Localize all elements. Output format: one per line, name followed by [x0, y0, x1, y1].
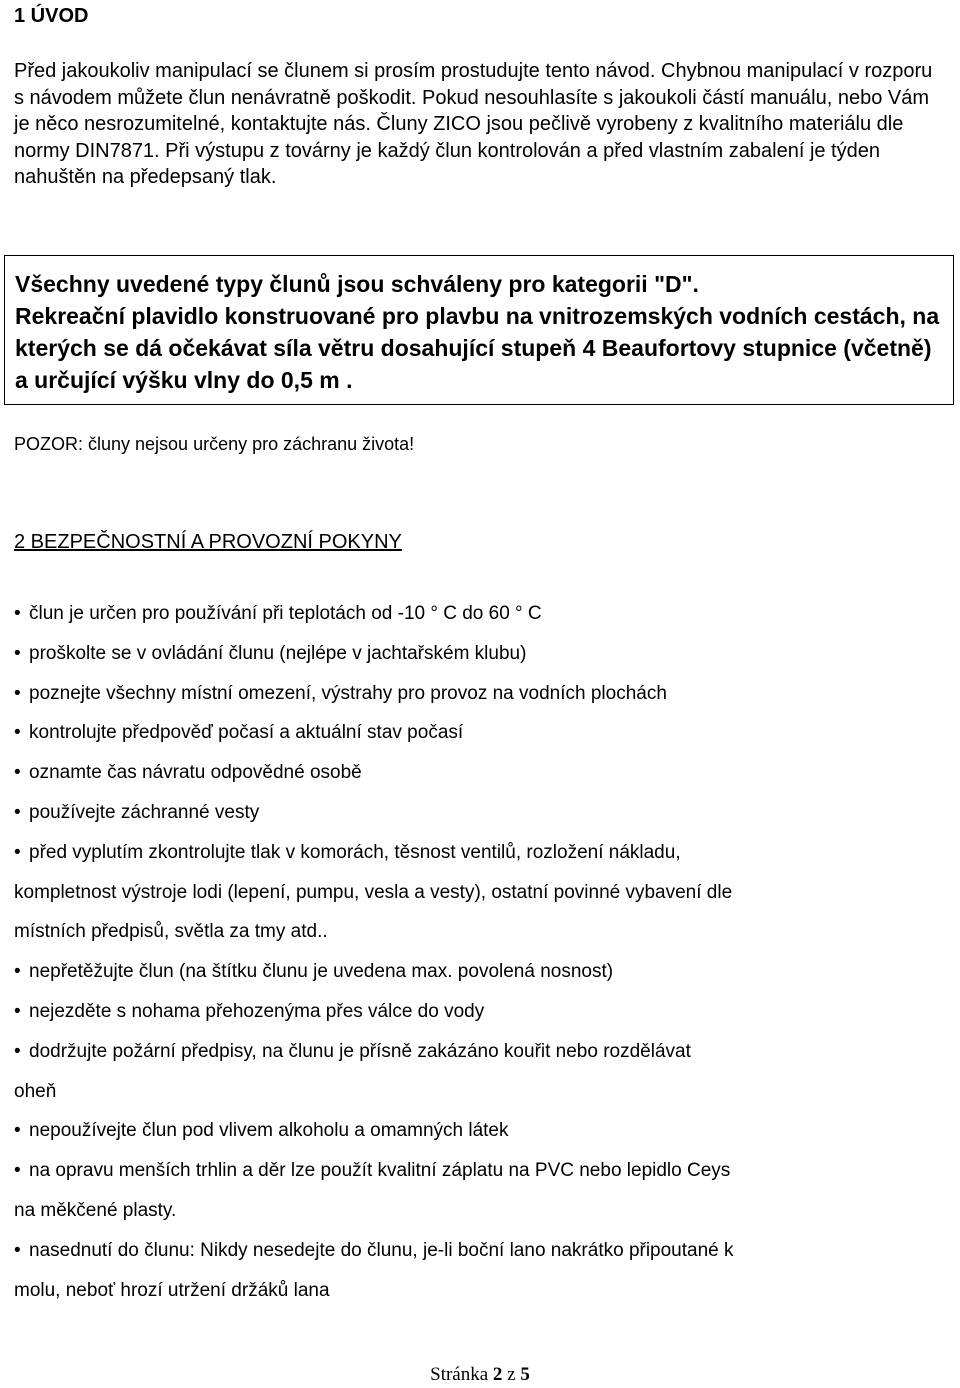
page-footer [0, 1364, 960, 1386]
list-item [14, 1231, 934, 1271]
bullet-icon: • [14, 841, 21, 863]
list-item-text: oheň [14, 1080, 57, 1102]
list-item [14, 1032, 934, 1072]
bullet-icon: • [14, 1239, 21, 1261]
list-item-text: nejezděte s nohama přehozenýma přes válce do vody [29, 1000, 485, 1022]
section-title-intro: 1 ÚVOD [14, 5, 89, 27]
list-item [14, 713, 934, 753]
list-item-continuation [14, 1271, 934, 1311]
list-item-continuation [14, 912, 934, 952]
page-separator: z [507, 1364, 516, 1385]
category-description: Rekreační plavidlo konstruované pro plavbu na vnitrozemských vodních cestách, na kterých se dá očekávat síla větru dosahující stupeň 4 Beaufortovy stupnice (včetně) a určující výšku vlny do 0,5 m . [15, 303, 940, 393]
bullet-icon: • [14, 801, 21, 823]
bullet-icon: • [14, 642, 21, 664]
section-title-safety: 2 BEZPEČNOSTNÍ A PROVOZNÍ POKYNY [14, 531, 402, 553]
bullet-icon: • [14, 603, 21, 624]
list-item [14, 1111, 934, 1151]
list-item [14, 992, 934, 1032]
list-item [14, 753, 934, 793]
list-item-text: člun je určen pro používání při teplotách od -10 ° C do 60 ° C [29, 603, 542, 624]
category-info-box [4, 255, 954, 405]
current-page-number: 2 [492, 1364, 503, 1385]
warning-text: POZOR: čluny nejsou určeny pro záchranu života! [14, 434, 415, 454]
bullet-icon: • [14, 961, 21, 983]
category-heading: Všechny uvedené typy člunů jsou schváleny pro kategorii "D". [15, 271, 699, 297]
safety-instructions-list [14, 594, 934, 1310]
bullet-icon: • [14, 1000, 21, 1022]
list-item [14, 793, 934, 833]
list-item-text: kompletnost výstroje lodi (lepení, pumpu, vesla a vesty), ostatní povinné vybavení dle [14, 881, 733, 903]
list-item [14, 634, 934, 674]
list-item [14, 952, 934, 992]
list-item-continuation [14, 1191, 934, 1231]
list-item-continuation [14, 1072, 934, 1112]
list-item [14, 833, 934, 873]
list-item-text: nepoužívejte člun pod vlivem alkoholu a omamných látek [29, 1120, 509, 1142]
bullet-icon: • [14, 1040, 21, 1062]
list-item-text: používejte záchranné vesty [29, 801, 260, 823]
bullet-icon: • [14, 722, 21, 744]
list-item-text: před vyplutím zkontrolujte tlak v komorách, těsnost ventilů, rozložení nákladu, [29, 841, 681, 863]
list-item-text: místních předpisů, světla za tmy atd.. [14, 921, 328, 943]
bullet-icon: • [14, 762, 21, 784]
list-item-text: poznejte všechny místní omezení, výstrahy pro provoz na vodních plochách [29, 682, 667, 704]
total-pages-number: 5 [520, 1364, 530, 1385]
bullet-icon: • [14, 1120, 21, 1142]
list-item [14, 1151, 934, 1191]
list-item-text: molu, neboť hrozí utržení držáků lana [14, 1279, 330, 1301]
list-item-text: proškolte se v ovládání člunu (nejlépe v jachtařském klubu) [29, 642, 527, 664]
list-item-text: dodržujte požární předpisy, na člunu je přísně zakázáno kouřit nebo rozdělávat [29, 1040, 691, 1062]
list-item-text: nepřetěžujte člun (na štítku člunu je uvedena max. povolená nosnost) [29, 961, 614, 983]
list-item-text: kontrolujte předpověď počasí a aktuální stav počasí [29, 722, 464, 744]
bullet-icon: • [14, 1160, 21, 1182]
list-item [14, 674, 934, 714]
bullet-icon: • [14, 682, 21, 704]
list-item-continuation [14, 873, 934, 913]
list-item [14, 594, 934, 634]
list-item-text: nasednutí do člunu: Nikdy nesedejte do člunu, je-li boční lano nakrátko připoutané k [29, 1239, 734, 1261]
page-label: Stránka [430, 1364, 489, 1385]
list-item-text: oznamte čas návratu odpovědné osobě [29, 762, 362, 784]
intro-paragraph: Před jakoukoliv manipulací se člunem si prosím prostudujte tento návod. Chybnou manipulací v rozporu s návodem můžete člun nenávratně poškodit. Pokud nesouhlasíte s jakoukoli částí manuálu, nebo Vám je něco nesrozumitelné, kontaktujte nás. Čluny ZICO jsou pečlivě vyrobeny z kvalitního materiálu dle normy DIN7871. Při výstupu z továrny je každý člun kontrolován a před vlastním zabalení je týden nahuštěn na předepsaný tlak. [14, 60, 933, 188]
list-item-text: na opravu menších trhlin a děr lze použít kvalitní záplatu na PVC nebo lepidlo Ceys [29, 1160, 731, 1182]
list-item-text: na měkčené plasty. [14, 1199, 177, 1221]
